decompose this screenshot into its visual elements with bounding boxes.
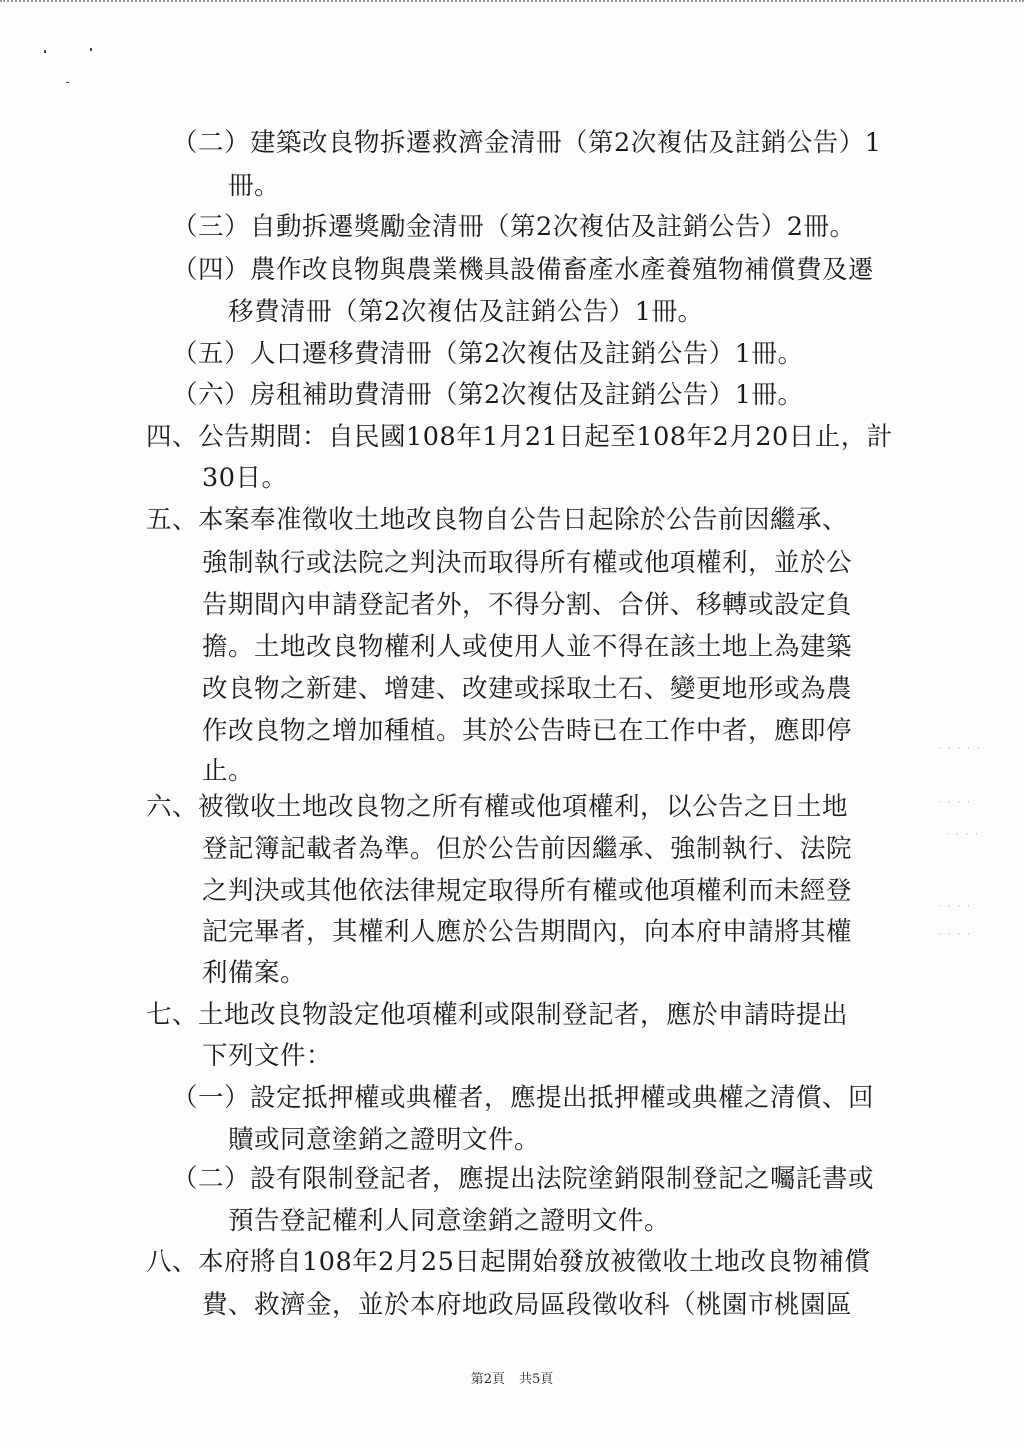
text-line-sub-3: （三）自動拆遷獎勵金清冊（第2次複估及註銷公告）2冊。	[172, 212, 856, 242]
text-line: 冊。	[228, 171, 281, 201]
scan-speck	[90, 48, 92, 51]
section-7-line: 七、土地改良物設定他項權利或限制登記者，應於申請時提出	[146, 1000, 849, 1030]
section-4-line: 四、公告期間：自民國108年1月21日起至108年2月20日止，計	[146, 422, 893, 452]
text-line: 下列文件：	[202, 1041, 333, 1071]
text-line: 改良物之新建、增建、改建或採取土石、變更地形或為農	[202, 674, 853, 704]
scan-top-edge	[0, 0, 1024, 6]
text-line: 費、救濟金，並於本府地政局區段徵收科（桃園市桃園區	[202, 1290, 853, 1320]
margin-noise: · · · ·	[938, 798, 973, 808]
margin-noise: · · · ·	[938, 930, 973, 940]
margin-noise: · · · · ·	[938, 744, 982, 754]
text-line-sub-1: （一）設定抵押權或典權者，應提出抵押權或典權之清償、回	[172, 1083, 875, 1113]
text-line: 記完畢者，其權利人應於公告期間內，向本府申請將其權	[202, 917, 853, 947]
section-5-line: 五、本案奉准徵收土地改良物自公告日起除於公告前因繼承、	[146, 505, 849, 535]
scan-speck	[66, 82, 69, 83]
margin-noise: · · · ·	[946, 830, 981, 840]
page-total: 共5頁	[519, 1372, 554, 1387]
text-line: 利備案。	[202, 958, 307, 988]
text-line: 擔。土地改良物權利人或使用人並不得在該土地上為建築	[202, 632, 853, 662]
text-line: 預告登記權利人同意塗銷之證明文件。	[228, 1206, 671, 1236]
text-line: 作改良物之增加種植。其於公告時已在工作中者，應即停	[202, 716, 853, 746]
text-line: 贖或同意塗銷之證明文件。	[228, 1125, 541, 1155]
text-line: 移費清冊（第2次複估及註銷公告）1冊。	[228, 297, 704, 327]
section-6-line: 六、被徵收土地改良物之所有權或他項權利，以公告之日土地	[146, 792, 849, 822]
text-line: 強制執行或法院之判決而取得所有權或他項權利，並於公	[202, 548, 853, 578]
text-line: 告期間內申請登記者外，不得分割、合併、移轉或設定負	[202, 590, 853, 620]
text-line-sub-6: （六）房租補助費清冊（第2次複估及註銷公告）1冊。	[172, 380, 804, 410]
scan-speck	[44, 50, 46, 53]
text-line: 止。	[202, 756, 255, 786]
text-line-sub-5: （五）人口遷移費清冊（第2次複估及註銷公告）1冊。	[172, 339, 804, 369]
text-line-sub-4: （四）農作改良物與農業機具設備畜產水產養殖物補償費及遷	[172, 255, 875, 285]
text-line: 登記簿記載者為準。但於公告前因繼承、強制執行、法院	[202, 834, 853, 864]
text-line-sub-2: （二）建築改良物拆遷救濟金清冊（第2次複估及註銷公告）1	[172, 128, 882, 158]
page-footer	[0, 1368, 1024, 1387]
text-line-sub-2b: （二）設有限制登記者，應提出法院塗銷限制登記之囑託書或	[172, 1164, 875, 1194]
text-line: 30日。	[202, 463, 288, 493]
page-number: 第2頁	[470, 1372, 505, 1387]
section-8-line: 八、本府將自108年2月25日起開始發放被徵收土地改良物補償	[146, 1247, 871, 1277]
text-line: 之判決或其他依法律規定取得所有權或他項權利而未經登	[202, 876, 853, 906]
margin-noise: · · · ·	[938, 902, 973, 912]
